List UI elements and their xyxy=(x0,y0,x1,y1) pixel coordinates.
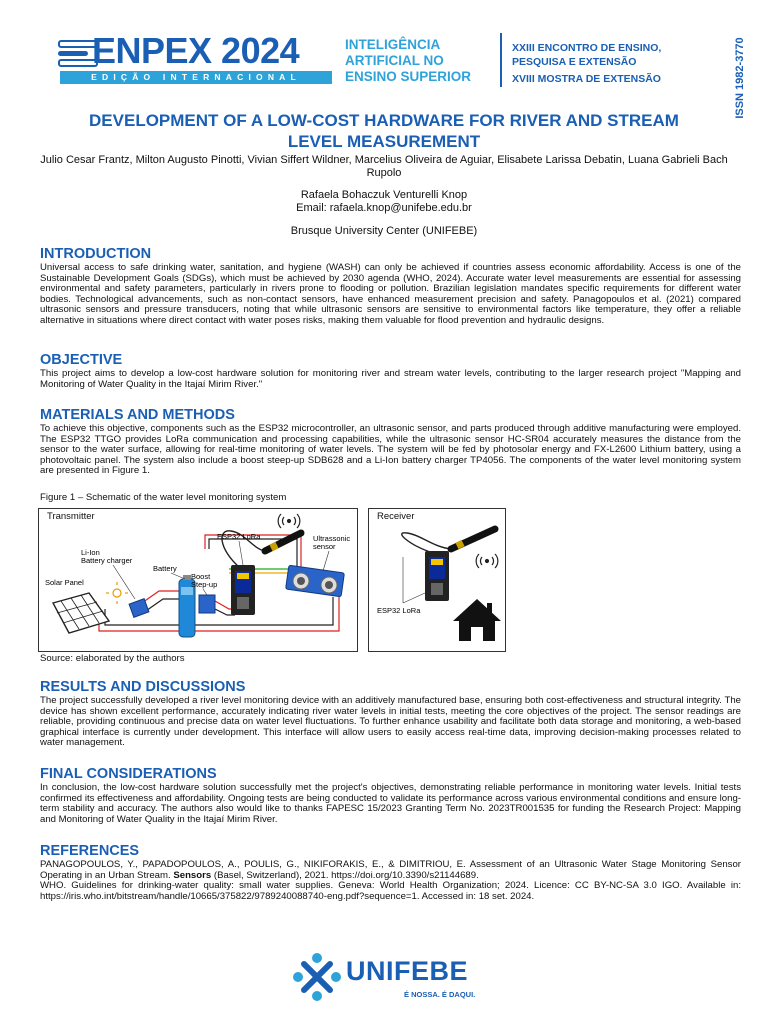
section-text: In conclusion, the low-cost hardware solution successfully met the project's objectives, demonstrating reliable performance in monitoring water levels. Initial tests confirmed its effectiveness and affordability. Ongoing tests are being conducted to validate its performance across various environmental conditions and ensure long-term stability and accuracy. The authors also would like to thanks FAPESC 15/2023 Granting Term No. 2023TR001535 for funding the Research Project: Mapping and Monitoring of Water Quality in the Itajaí Mirim River. xyxy=(40,782,741,825)
unifebe-emblem-icon xyxy=(290,950,344,1004)
label-battery: Battery xyxy=(153,564,177,573)
receiver-panel xyxy=(368,508,506,652)
antenna-icon xyxy=(402,529,495,553)
poster-header xyxy=(0,0,768,119)
event-brand: ENPEX 2024 xyxy=(92,30,300,71)
sun-icon xyxy=(106,582,128,604)
wireless-signal-icon xyxy=(278,514,300,528)
institution: Brusque University Center (UNIFEBE) xyxy=(290,225,478,237)
transmitter-label: Transmitter xyxy=(47,511,95,522)
section-heading: OBJECTIVE xyxy=(40,352,123,368)
issn-vertical: ISSN 1982-3770 xyxy=(734,37,746,119)
reference-item: WHO. Guidelines for drinking-water quality: small water supplies. Geneva: World Health Organization; 2024. Licence: CC BY-NC-SA 3.0 IGO. Available in: https://iris.who.int/bitstream/handle/10665/375822/9789240088740-eng.pdf?sequence=1. Accessed in: 18 set. 2024. xyxy=(40,880,741,902)
transmitter-panel xyxy=(38,508,358,652)
author-list: Julio Cesar Frantz, Milton Augusto Pinotti, Vivian Siffert Wildner, Marcelius Oliveira de Aguiar, Elisabete Larissa Debatin, Luana Gabrieli Bach Rupolo xyxy=(40,154,728,179)
transmitter-schematic xyxy=(39,509,357,651)
section-introduction xyxy=(40,246,741,327)
label-solar: Solar Panel xyxy=(45,578,84,587)
label-charger-2: Battery charger xyxy=(81,556,133,565)
solar-panel-icon xyxy=(53,593,109,633)
label-esp32-rx: ESP32 LoRa xyxy=(377,606,421,615)
contact-block xyxy=(40,189,728,215)
ultrasonic-sensor-icon xyxy=(286,565,345,597)
section-text: This project aims to develop a low-cost hardware solution for monitoring river and stream water levels, contributing to the larger research project "Mapping and Monitoring of Water Quality in the Itajaí Mirim River." xyxy=(40,368,741,390)
edition-banner: EDIÇÃO INTERNACIONAL xyxy=(60,71,332,84)
receiver-label: Receiver xyxy=(377,511,415,522)
label-boost-1: Boost xyxy=(191,572,211,581)
reference-item: PANAGOPOULOS, Y., PAPADOPOULOS, A., POULIS, G., NIKIFORAKIS, E., & DIMITRIOU, E. Assessment of an Ultrasonic Water Stage Monitoring Sensor Operating in an Urban Stream. Sensors (Basel, Switzerland), 2021. https://doi.org/10.3390/s21144689. xyxy=(40,859,741,881)
paper-title: DEVELOPMENT OF A LOW-COST HARDWARE FOR RIVER AND STREAM LEVEL MEASUREMENT xyxy=(89,111,679,151)
label-boost-2: Step-up xyxy=(191,580,218,589)
wireless-signal-icon xyxy=(476,554,498,568)
section-results xyxy=(40,679,741,749)
footer-brand: UNIFEBE xyxy=(346,956,469,986)
event-description: XXIII ENCONTRO DE ENSINO, PESQUISA E EXTENSÃO XVIII MOSTRA DE EXTENSÃO xyxy=(512,42,662,85)
boost-board-icon xyxy=(199,595,215,613)
section-methods xyxy=(40,407,741,477)
figure-caption: Figure 1 – Schematic of the water level monitoring system xyxy=(40,492,287,503)
section-final xyxy=(40,766,741,825)
esp32-board-icon xyxy=(425,551,449,601)
section-heading: FINAL CONSIDERATIONS xyxy=(40,766,217,782)
label-charger-1: Li-Ion xyxy=(81,548,100,557)
unifebe-logo xyxy=(290,950,490,1010)
header-divider xyxy=(500,33,502,87)
esp32-board-icon xyxy=(231,565,255,615)
label-esp32-tx: ESP32 LoRa xyxy=(217,532,261,541)
footer-slogan: É NOSSA. É DAQUI. xyxy=(404,990,476,999)
label-ultrasonic-2: sensor xyxy=(313,542,336,551)
section-heading: MATERIALS AND METHODS xyxy=(40,407,235,423)
section-heading: RESULTS AND DISCUSSIONS xyxy=(40,679,246,695)
section-objective xyxy=(40,352,741,390)
house-icon xyxy=(453,599,501,641)
section-text: The project successfully developed a river level monitoring device with an additively manufactured base, ensuring both cost-effectiveness and structural integrity. The device has shown excellent performance, accurately indicating river water levels in initial tests, meeting the core objectives of the project. The sensor readings are reliable, providing continuous and precise data on water level fluctuations. To further enhance usability and facilitate both data storage and monitoring, a web-based graphical interface is currently under development. This interface will allow users to easily access real-time data, improving decision-making processes related to water management. xyxy=(40,695,741,749)
section-references xyxy=(40,843,741,902)
section-text: To achieve this objective, components such as the ESP32 microcontroller, an ultrasonic sensor, and parts produced through additive manufacturing were employed. The ESP32 TTGO provides LoRa communication and processing capabilities, while the ultrasonic sensor HC-SR04 accurately measures the distance from the sensor to the water surface, allowing for real-time monitoring of water levels. The system will be fed by photosolar energy and FX-L2600 Lithium battery, using a photovoltaic panel. The system also include a boost steep-up SDB628 and a Li-Ion battery charger TP4056. The components of the water level monitoring system are presented in Figure 1. xyxy=(40,423,741,477)
section-heading: REFERENCES xyxy=(40,843,140,859)
section-heading: INTRODUCTION xyxy=(40,246,152,262)
section-text: Universal access to safe drinking water, sanitation, and hygiene (WASH) can only be achieved if countries assess economic affordability. Access is one of the Sustainable Development Goals (SDGs), which must be achieved by 2030 agenda (WHO, 2024). Accurate water level measurements are essential for assessing environmental and safety parameters, particularly in rivers prone to flooding or pollution. Brazilian legislation mandates specific requirements for different water bodies. Technological advancements, such as non-contact sensors, have enhanced measurement precision and safety. Panagopoulos et al. (2021) compared ultrasonic sensors and pressure transducers, noting that while ultrasonic sensors are sensitive to environmental factors like temperature, they offer a reliable alternative in situations where direct contact with water poses risks, making them valuable for flood prevention and hydraulic designs. xyxy=(40,262,741,326)
contact-name: Rafaela Bohaczuk Venturelli Knop xyxy=(300,189,468,201)
event-theme: INTELIGÊNCIA ARTIFICIAL NO ENSINO SUPERIOR xyxy=(345,37,472,84)
receiver-schematic xyxy=(369,509,505,651)
figure-source: Source: elaborated by the authors xyxy=(40,653,185,664)
contact-email: Email: rafaela.knop@unifebe.edu.br xyxy=(296,202,472,214)
charger-board-icon xyxy=(129,599,149,618)
label-ultrasonic-1: Ultrassonic xyxy=(313,534,351,543)
